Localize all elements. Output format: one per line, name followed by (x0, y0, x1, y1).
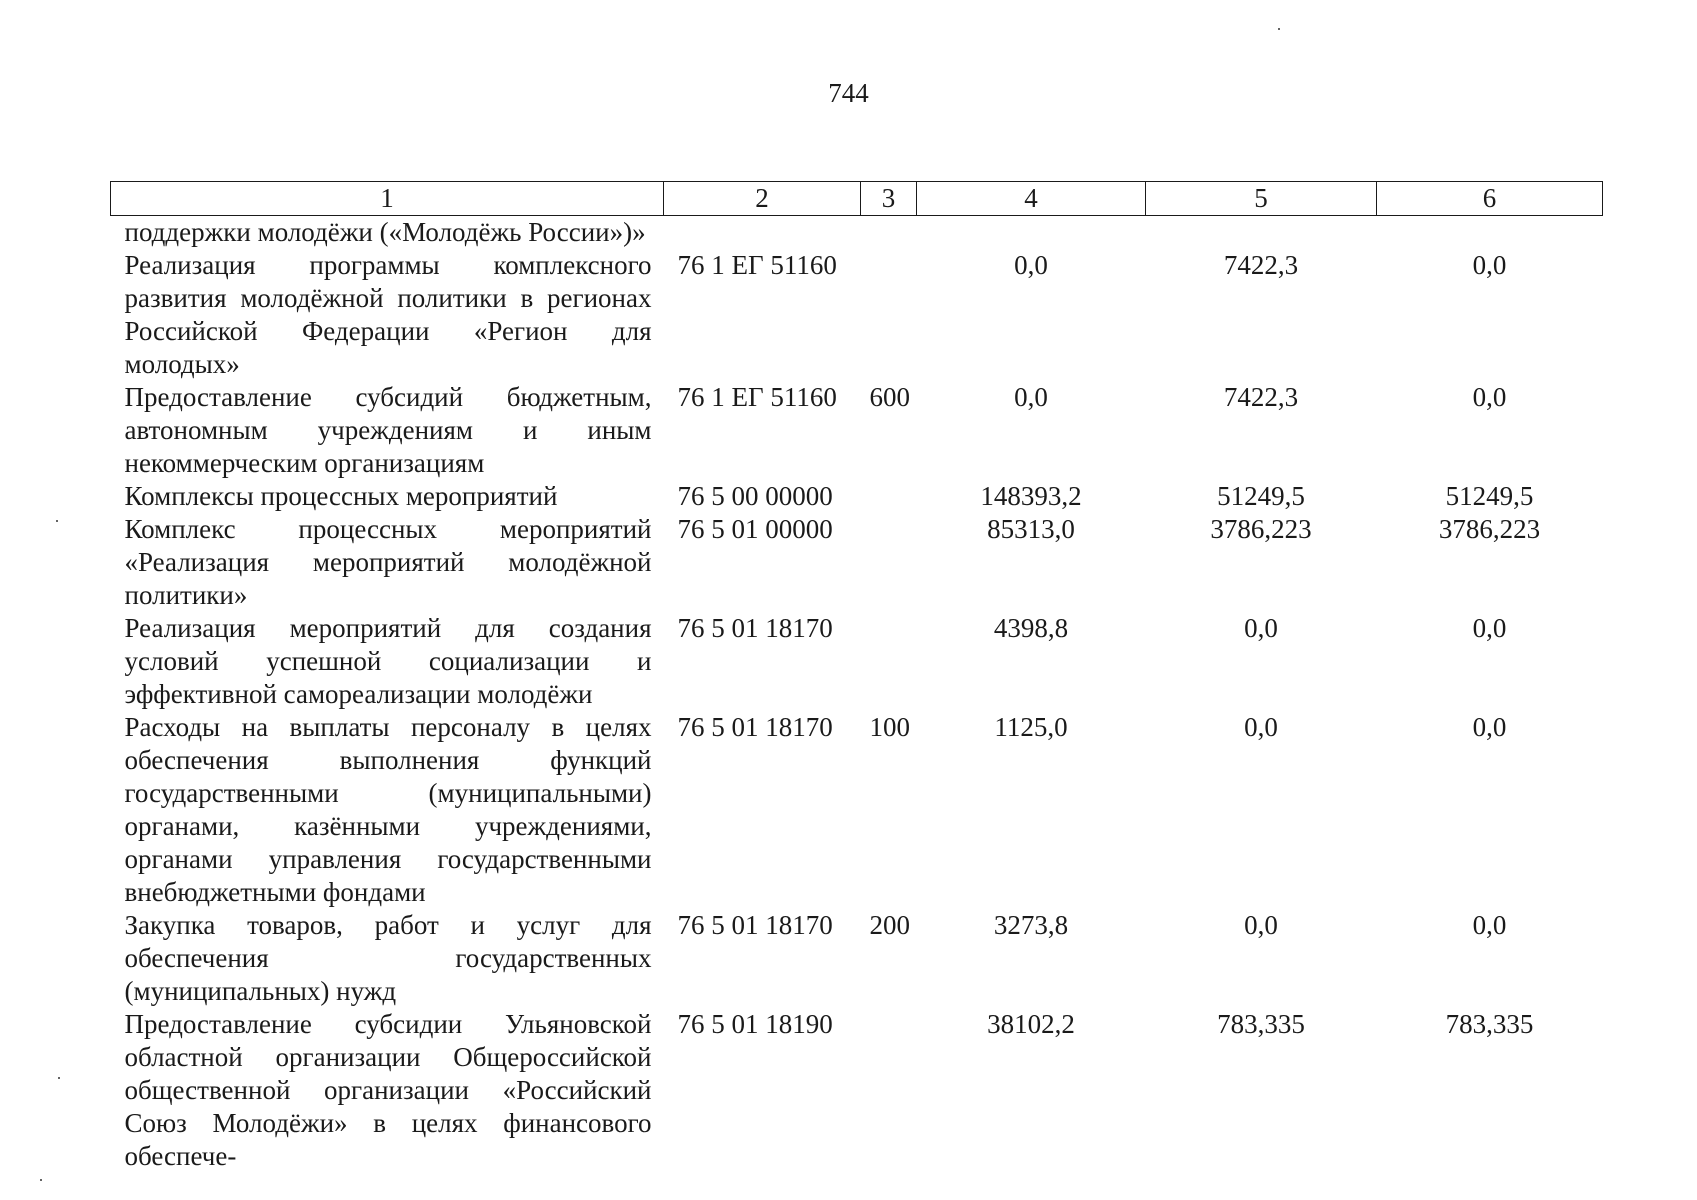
row-value-6: 0,0 (1472, 910, 1507, 940)
header-col-6: 6 (1377, 182, 1603, 216)
row-value-5: 7422,3 (1223, 250, 1299, 280)
scan-speck (56, 520, 58, 522)
row-code: 76 5 01 18170 (677, 712, 833, 742)
row-name: Предоставление субсидии Ульяновской областной организации Общероссийской общественной организации «Российский Союз Молодёжи» в целях финансового обеспече- (124, 1009, 652, 1171)
row-vr: 600 (869, 382, 910, 412)
row-value-6: 0,0 (1472, 712, 1507, 742)
row-value-5: 0,0 (1244, 910, 1278, 940)
header-col-3: 3 (861, 182, 917, 216)
header-col-1: 1 (111, 182, 664, 216)
row-name: Закупка товаров, работ и услуг для обеспечения государственных (муниципальных) нужд (124, 910, 652, 1006)
table-row (111, 249, 1603, 381)
budget-table (110, 181, 1603, 1173)
header-row (111, 182, 1603, 216)
row-name: Комплекс процессных мероприятий «Реализация мероприятий молодёжной политики» (124, 514, 652, 610)
scan-speck (40, 1179, 42, 1181)
table-row (111, 711, 1603, 909)
row-vr (861, 480, 917, 513)
row-value-6: 783,335 (1445, 1009, 1534, 1039)
row-vr (861, 513, 917, 612)
header-col-5: 5 (1146, 182, 1377, 216)
header-col-4: 4 (917, 182, 1146, 216)
table-row (111, 513, 1603, 612)
row-code: 76 1 ЕГ 51160 (677, 382, 837, 412)
row-value-4: 1125,0 (994, 712, 1068, 742)
row-value-6: 0,0 (1472, 250, 1507, 280)
row-value-5 (1146, 216, 1377, 250)
row-value-5: 7422,3 (1223, 382, 1299, 412)
row-value-4: 38102,2 (987, 1009, 1075, 1039)
table-row (111, 381, 1603, 480)
table-row (111, 216, 1603, 250)
table-row (111, 612, 1603, 711)
table-body (111, 216, 1603, 1174)
row-value-4: 0,0 (1014, 382, 1048, 412)
row-value-4 (917, 216, 1146, 250)
row-value-6: 3786,223 (1438, 514, 1541, 544)
table-row (111, 480, 1603, 513)
row-value-6 (1377, 216, 1603, 250)
row-code: 76 5 01 00000 (677, 514, 833, 544)
row-code (664, 216, 861, 250)
row-vr (861, 216, 917, 250)
scan-speck (58, 1077, 60, 1079)
row-value-5: 0,0 (1244, 712, 1278, 742)
row-code: 76 5 01 18190 (677, 1009, 833, 1039)
row-code: 76 5 01 18170 (677, 910, 833, 940)
row-value-5: 51249,5 (1217, 481, 1305, 511)
row-vr (861, 1008, 917, 1173)
scan-speck (1278, 28, 1280, 30)
row-value-5: 0,0 (1244, 613, 1278, 643)
row-value-4: 3273,8 (993, 910, 1069, 940)
row-value-4: 148393,2 (980, 481, 1082, 511)
row-value-6: 0,0 (1472, 613, 1507, 643)
row-name: поддержки молодёжи («Молодёжь России»)» (124, 217, 646, 247)
table-row (111, 909, 1603, 1008)
row-vr (861, 612, 917, 711)
table-header (111, 182, 1603, 216)
row-value-5: 3786,223 (1210, 514, 1312, 544)
row-name: Реализация мероприятий для создания условий успешной социализации и эффективной самореализации молодёжи (124, 613, 652, 709)
page-number: 744 (828, 78, 869, 108)
row-value-6: 0,0 (1472, 382, 1507, 412)
row-vr: 100 (869, 712, 910, 742)
row-name: Реализация программы комплексного развития молодёжной политики в регионах Российской Федерации «Регион для молодых» (124, 250, 652, 379)
row-vr (861, 249, 917, 381)
row-name: Предоставление субсидий бюджетным, автономным учреждениям и иным некоммерческим организациям (124, 382, 652, 478)
row-value-6: 51249,5 (1445, 481, 1534, 511)
row-value-4: 4398,8 (993, 613, 1069, 643)
row-code: 76 5 01 18170 (677, 613, 833, 643)
table-row (111, 1008, 1603, 1173)
row-vr: 200 (869, 910, 910, 940)
row-value-4: 0,0 (1014, 250, 1048, 280)
row-value-4: 85313,0 (987, 514, 1075, 544)
header-col-2: 2 (664, 182, 861, 216)
row-value-5: 783,335 (1217, 1009, 1305, 1039)
row-code: 76 1 ЕГ 51160 (677, 250, 837, 280)
row-name: Расходы на выплаты персоналу в целях обеспечения выполнения функций государственными (муниципальными) органами, казёнными учреждениями, органами управления государственными внебюджетными фондами (124, 712, 652, 907)
row-name: Комплексы процессных мероприятий (124, 481, 558, 511)
row-code: 76 5 00 00000 (677, 481, 833, 511)
